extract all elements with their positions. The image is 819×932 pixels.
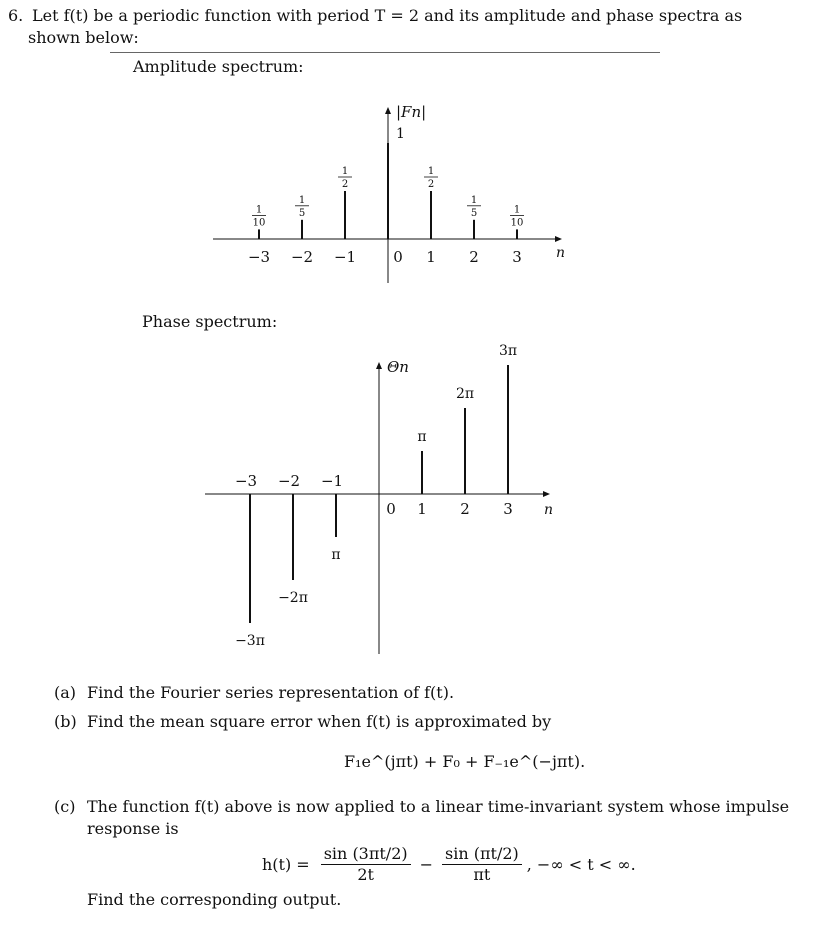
amplitude-bar-label-num: 1 (470, 194, 478, 206)
h-term1-numerator: sin (3πt/2) (321, 846, 411, 865)
amplitude-bar-label-num: 1 (427, 166, 435, 177)
phase-tick-label: 1 (417, 500, 427, 518)
amplitude-bar-label-den: 2 (427, 179, 435, 190)
phase-x-arrow (543, 491, 550, 497)
phase-bar-label: 2π (455, 386, 475, 402)
phase-bar-label: π (417, 429, 427, 445)
h-term2-denominator: πt (473, 864, 491, 884)
part-c-text-line1: The function f(t) above is now applied to a linear time-invariant system whose impulse (87, 797, 790, 816)
part-c-label: (c) (54, 797, 76, 816)
amplitude-tick-label: 1 (426, 248, 436, 266)
phase-tick-label: 3 (503, 500, 513, 518)
phase-heading: Phase spectrum: (142, 312, 278, 331)
part-b-formula: F₁e^(jπt) + F₀ + F₋₁e^(−jπt). (344, 752, 586, 771)
phase-tick-label: 0 (386, 500, 396, 518)
amplitude-bar-label-num: 1 (255, 204, 263, 216)
phase-bar-label: 3π (498, 343, 518, 359)
amplitude-bar-label-den: 2 (341, 179, 349, 190)
problem-intro-line2: shown below: (28, 28, 139, 47)
amplitude-tick-label: −2 (290, 248, 314, 266)
amplitude-tick-label: −1 (333, 248, 357, 266)
phase-tick-label: −3 (234, 472, 258, 490)
phase-chart (0, 340, 819, 670)
h-term2-numerator: sin (πt/2) (442, 846, 522, 865)
amplitude-bar-label-num: 1 (513, 204, 521, 216)
h-lhs: h(t) = (262, 854, 310, 874)
phase-bar-label: −3π (235, 633, 265, 649)
amplitude-tick-label: −3 (247, 248, 271, 266)
amplitude-bar-label-num: 1 (298, 194, 306, 206)
amplitude-bar-label-num: 1 (341, 166, 349, 177)
amplitude-y-arrow (385, 107, 391, 114)
amplitude-bar-label-den: 10 (510, 217, 524, 229)
part-c-text-line2: response is (87, 819, 179, 838)
h-term1 (321, 843, 411, 884)
phase-bar-label: −2π (278, 590, 308, 606)
problem-number: 6. (8, 6, 24, 25)
part-a-label: (a) (54, 683, 77, 702)
amplitude-bar-label-den: 5 (470, 207, 478, 219)
part-a-text: Find the Fourier series representation of f(t). (87, 683, 455, 702)
part-b-text: Find the mean square error when f(t) is approximated by (87, 712, 552, 731)
part-c-find: Find the corresponding output. (87, 890, 342, 909)
phase-x-label: n (544, 502, 554, 518)
h-term2 (442, 843, 522, 884)
part-b-label: (b) (54, 712, 77, 731)
amplitude-bar-label-den: 10 (252, 217, 266, 229)
amplitude-bar-label-den: 5 (298, 207, 306, 219)
problem-intro-line1: Let f(t) be a periodic function with period T = 2 and its amplitude and phase spectra as (32, 6, 743, 25)
amplitude-y-label: |Fn| (396, 103, 427, 121)
phase-tick-label: 2 (460, 500, 470, 518)
amplitude-tick-label: 3 (512, 248, 522, 266)
section-divider (110, 52, 660, 53)
h-minus: − (419, 854, 434, 874)
amplitude-tick-label: 2 (469, 248, 479, 266)
h-range: , −∞ < t < ∞. (526, 854, 636, 874)
impulse-response-equation (262, 838, 636, 890)
h-term1-denominator: 2t (357, 864, 374, 884)
phase-tick-label: −2 (277, 472, 301, 490)
amplitude-x-label: n (556, 245, 566, 261)
phase-tick-label: −1 (320, 472, 344, 490)
phase-y-label: Θn (387, 358, 409, 376)
phase-bar-label: π (331, 547, 341, 563)
amplitude-bar-label: 1 (396, 126, 405, 142)
amplitude-tick-label: 0 (393, 248, 403, 266)
amplitude-heading: Amplitude spectrum: (133, 57, 304, 76)
amplitude-x-arrow (555, 236, 562, 242)
phase-y-arrow (376, 362, 382, 369)
